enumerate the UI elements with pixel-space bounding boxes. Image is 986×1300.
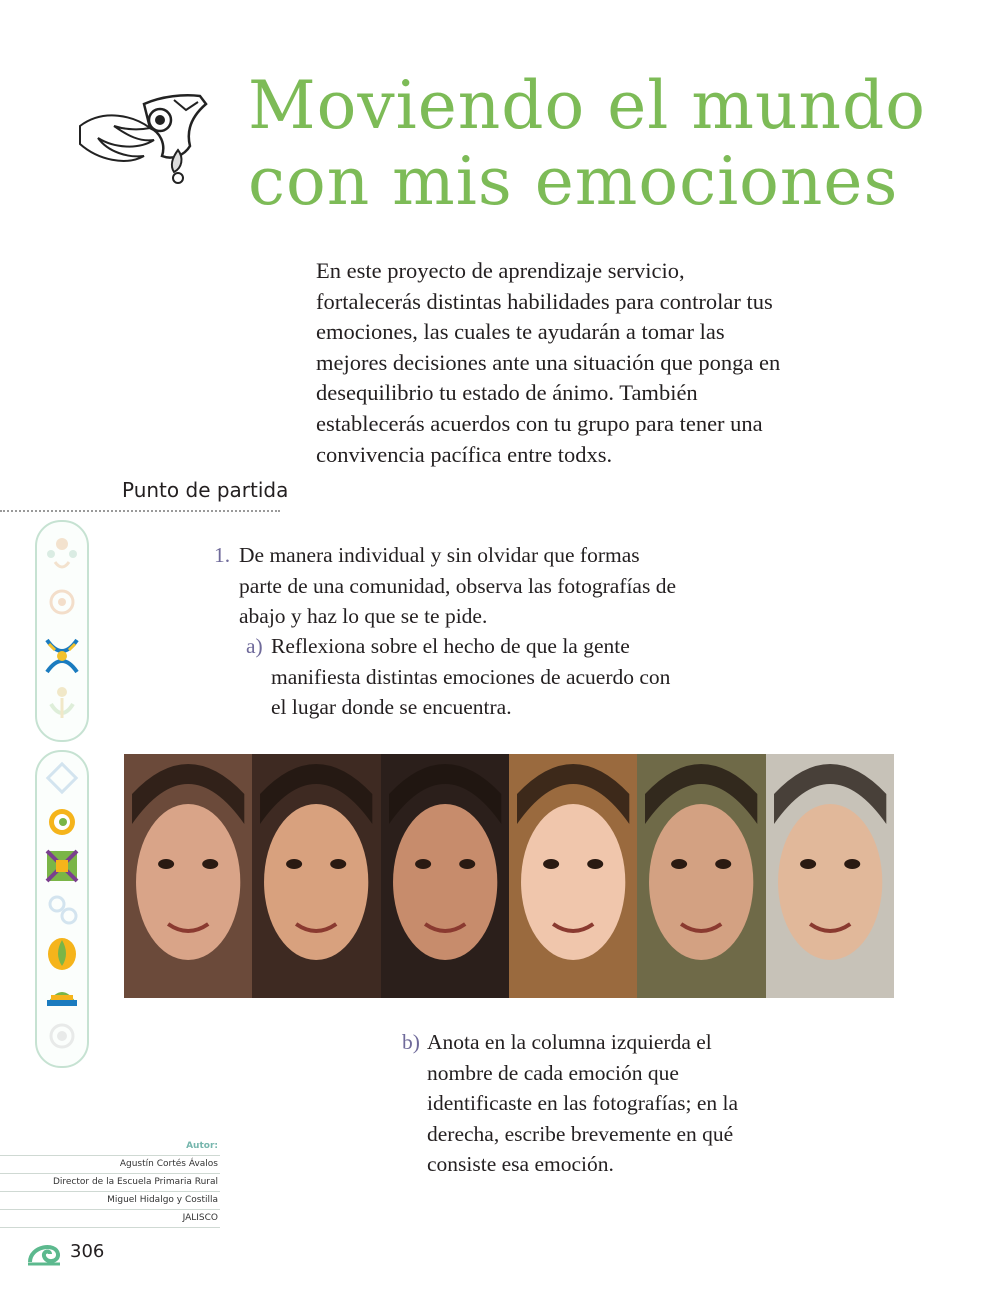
sidebar-capsule-1 <box>35 520 89 742</box>
photo-serious-young-woman <box>766 754 894 998</box>
step-a-letter: a) <box>246 634 263 658</box>
emotion-photo-strip <box>124 754 894 998</box>
credits-label: Autor: <box>0 1138 220 1156</box>
page-title <box>248 68 926 220</box>
section-divider <box>0 510 280 512</box>
page-number: 306 <box>70 1241 105 1262</box>
blue-yellow-figure-icon <box>47 640 77 672</box>
photo-disgusted-girl <box>381 754 509 998</box>
credits-role: Director de la Escuela Primaria Rural <box>0 1174 220 1192</box>
title-line-1: Moviendo el mundo <box>248 67 926 144</box>
aztec-feathered-serpent-icon <box>74 86 214 186</box>
green-spiral-icon <box>26 1236 64 1268</box>
intro-paragraph: En este proyecto de aprendizaje servicio, fortalecerás distintas habilidades para controlar tus emociones, las cuales te ayudarán a tomar las mejores decisiones ante una situación que ponga en desequilibrio tu estado de ánimo. También establecerás acuerdos con tu grupo para tener una convivencia pacífica entre todxs. <box>316 258 781 467</box>
step-a-text: Reflexiona sobre el hecho de que la gente manifiesta distintas emociones de acuerdo con el lugar donde se encuentra. <box>271 634 671 720</box>
blue-yellow-dome-icon <box>47 992 77 1006</box>
yellow-lotus-icon <box>48 938 76 970</box>
faded-diamond-icon <box>48 764 76 792</box>
step-b <box>402 1027 762 1180</box>
step-b-letter: b) <box>402 1030 420 1054</box>
step-a <box>246 631 676 723</box>
step-1-number: 1. <box>214 543 231 567</box>
green-purple-square-icon <box>47 851 77 881</box>
faded-people-icon <box>51 687 73 718</box>
photo-laughing-girl <box>124 754 252 998</box>
author-credits <box>0 1138 220 1228</box>
faded-spiral-icon <box>51 591 73 613</box>
credits-school: Miguel Hidalgo y Costilla <box>0 1192 220 1210</box>
credits-state: JALISCO <box>0 1210 220 1228</box>
step-b-text: Anota en la columna izquierda el nombre de cada emoción que identificaste en las fotografías; en la derecha, escribe brevemente en qué consiste esa emoción. <box>427 1030 739 1177</box>
faded-links-icon <box>50 897 76 923</box>
title-line-2: con mis emociones <box>248 143 899 220</box>
photo-surprised-toddler <box>252 754 380 998</box>
photo-crying-child <box>509 754 637 998</box>
step-1 <box>214 540 684 632</box>
section-heading: Punto de partida <box>122 478 289 502</box>
faded-circle-icon <box>51 1025 73 1047</box>
sidebar-capsule-2 <box>35 750 89 1068</box>
credits-author: Agustín Cortés Ávalos <box>0 1156 220 1174</box>
photo-sad-young-man <box>637 754 765 998</box>
step-1-text: De manera individual y sin olvidar que formas parte de una comunidad, observa las fotografías de abajo y haz lo que se te pide. <box>239 543 677 629</box>
faded-figure-icon <box>47 538 77 567</box>
yellow-spiral-icon <box>49 809 75 835</box>
